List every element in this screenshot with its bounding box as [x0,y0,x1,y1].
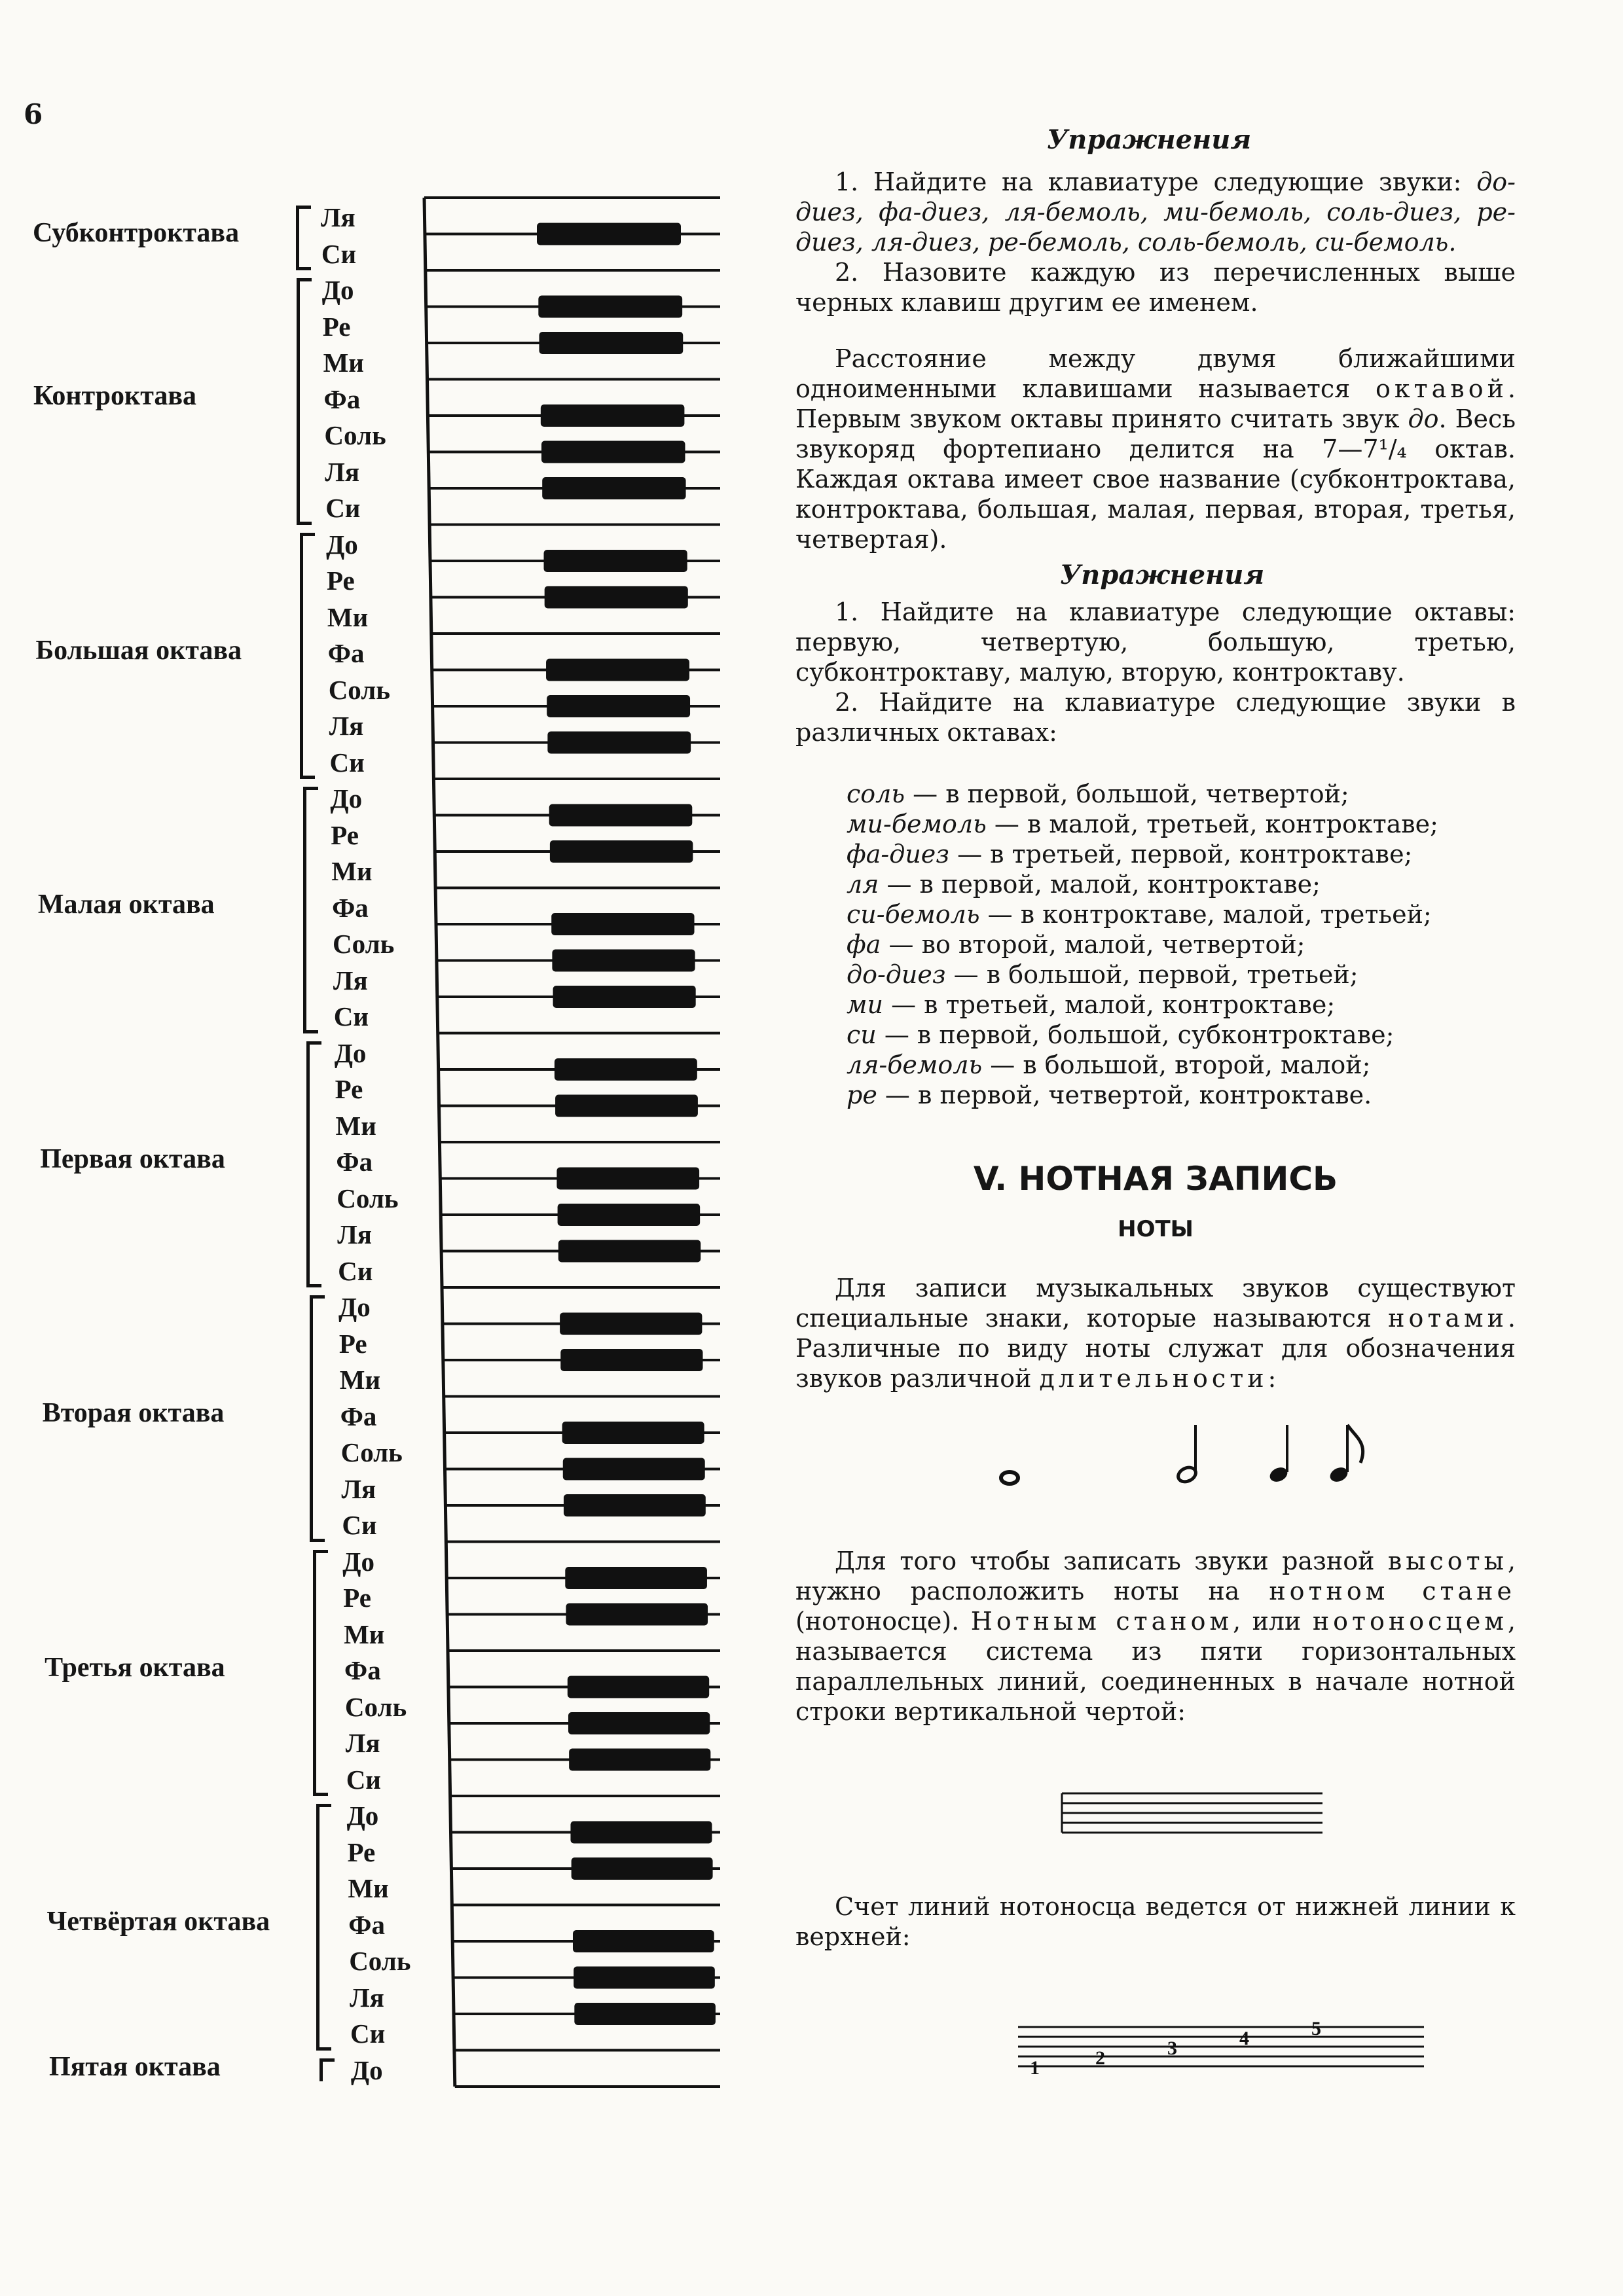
note-label: Си [350,2018,386,2049]
note-label: Соль [349,1946,411,1976]
note-label: Фа [340,1401,377,1431]
octave-label: Третья октава [45,1652,225,1683]
section-title: V. НОТНАЯ ЗАПИСЬ [973,1160,1338,1198]
piano-keyboard [0,0,733,2121]
exercise-note-row: ми-бемоль — в малой, третьей, контроктаве; [847,810,1438,838]
line-number-4: 4 [1239,2028,1249,2049]
octave-paragraph: Расстояние между двумя ближайшими одноименными клавишами называется октавой. Первым звуком октавы принято считать звук до. Весь звукоряд фортепиано делится на 7—7¹/₄ октав. Каждая октава имеет свое название (субконтроктава, контроктава, большая, малая, первая, вторая, третья, четвертая). [795,344,1516,554]
line-number-2: 2 [1095,2047,1105,2069]
note-label: До [334,1037,367,1068]
exercise-note-row: фа — во второй, малой, четвертой; [847,930,1305,959]
exercise-note-row: си — в первой, большой, субконтроктаве; [847,1020,1395,1049]
exercise-note-row: ми — в третьей, малой, контроктаве; [847,990,1336,1019]
note-label: Ля [350,1982,384,2013]
note-label: Си [342,1510,377,1540]
note-label: Ми [323,348,364,378]
note-label: Соль [344,1691,407,1722]
note-label: Ми [339,1365,381,1395]
exercises-heading-1: Упражнения [1046,124,1252,155]
note-label: Ре [347,1837,376,1867]
note-label: До [350,2054,383,2085]
note-label: Ми [335,1110,376,1141]
note-label: Ре [327,565,355,596]
octave-label: Субконтроктава [33,217,240,248]
note-label: Соль [333,929,395,959]
note-label: Соль [337,1183,399,1213]
exercises-1 [795,167,1516,317]
note-label: Соль [340,1437,403,1467]
note-label: Ре [343,1583,371,1613]
exercise-1-item-1: 1. Найдите на клавиатуре следующие звуки: до-диез, фа-диез, ля-бемоль, ми-бемоль, соль-диез, ре-диез, ля-диез, ре-бемоль, соль-бемоль, си-бемоль. [795,168,1516,257]
note-label: Фа [327,638,365,668]
exercise-2-item-2: 2. Найдите на клавиатуре следующие звуки в различных октавах: [795,688,1516,747]
octave-label: Малая октава [37,889,215,920]
note-label: Си [333,1001,369,1031]
note-label: До [330,783,363,814]
note-label: Ре [335,1074,363,1104]
note-label: Си [346,1764,381,1795]
note-durations [982,1417,1440,1496]
note-label: Ля [329,711,364,741]
exercise-note-row: ля-бемоль — в большой, второй, малой; [847,1050,1371,1079]
page-number: 6 [24,98,43,130]
note-label: Ля [321,202,356,232]
eighth-note-icon [1328,1425,1363,1484]
note-label: Ми [331,856,373,886]
octave-label: Пятая октава [48,2052,221,2083]
half-note-icon [1176,1425,1198,1484]
notes-paragraph: Для записи музыкальных звуков существуют специальные знаки, которые называются нотами. Различные по виду ноты служат для обозначения звуков различной длительности: [795,1274,1516,1393]
note-label: Си [321,238,357,269]
exercise-note-row: ля — в первой, малой, контроктаве; [847,870,1321,899]
note-label: Ми [327,601,369,632]
note-label: До [321,275,354,305]
note-label: Фа [348,1909,386,1940]
note-label: Ре [331,819,359,850]
octave-label: Четвёртая октава [46,1907,270,1937]
whole-note-icon [1001,1472,1018,1484]
section-subtitle: НОТЫ [1118,1216,1194,1242]
exercises-2 [795,597,1516,747]
staff-paragraph: Для того чтобы записать звуки разной высоты, нужно расположить ноты на нотном стане (нотоносце). Нотным станом, или нотоносцем, называется система из пяти горизонтальных параллельных линий, соединенных в начале нотной строки вертикальной чертой: [795,1547,1516,1726]
octave-label: Вторая октава [42,1398,225,1429]
note-label: До [326,529,358,560]
octave-label: Большая октава [35,635,242,666]
line-number-5: 5 [1311,2018,1321,2039]
note-label: Ля [341,1473,376,1504]
note-label: Ми [348,1873,389,1903]
exercise-note-row: до-диез — в большой, первой, третьей; [847,960,1359,989]
exercise-note-row: соль — в первой, большой, четвертой; [847,780,1349,808]
note-label: Фа [344,1655,381,1685]
note-label: До [346,1801,379,1831]
note-label: Си [338,1255,373,1286]
note-label: До [342,1546,375,1577]
note-label: Ля [333,965,368,996]
octave-label: Первая октава [40,1143,225,1174]
octave-label: Контроктава [33,381,197,412]
note-label: Ля [337,1219,372,1249]
note-label: Ля [345,1728,380,1758]
note-label: Ми [344,1619,385,1649]
exercise-2-item-1: 1. Найдите на клавиатуре следующие октавы: первую, четвертую, большую, третью, субконтроктаву, малую, вторую, контроктаву. [795,598,1516,687]
note-label: Си [329,747,365,778]
note-label: Фа [332,892,369,923]
note-label: Соль [324,420,386,450]
line-number-3: 3 [1167,2037,1177,2059]
note-label: Ре [322,311,351,342]
note-label: Фа [323,384,361,414]
numbered-staff [1012,2013,1431,2091]
exercise-1-item-2: 2. Назовите каждую из перечисленных выше черных клавиш другим ее именем. [795,258,1516,317]
note-label: Фа [336,1147,373,1177]
quarter-note-icon [1267,1425,1290,1484]
exercise-note-list [847,779,1438,1110]
note-label: До [338,1292,371,1322]
note-label: Соль [328,674,390,705]
count-paragraph: Счет линий нотоносца ведется от нижней линии к верхней: [795,1892,1516,1951]
staff-example [1054,1787,1329,1839]
exercise-note-row: фа-диез — в третьей, первой, контроктаве; [847,840,1413,869]
line-number-1: 1 [1030,2057,1040,2079]
exercises-heading-2: Упражнения [1059,560,1265,590]
note-label: Си [325,493,361,523]
exercise-note-row: си-бемоль — в контроктаве, малой, третьей; [847,900,1432,929]
exercise-note-row: ре — в первой, четвертой, контроктаве. [847,1081,1372,1109]
note-label: Ля [325,456,360,487]
note-label: Ре [338,1328,367,1359]
